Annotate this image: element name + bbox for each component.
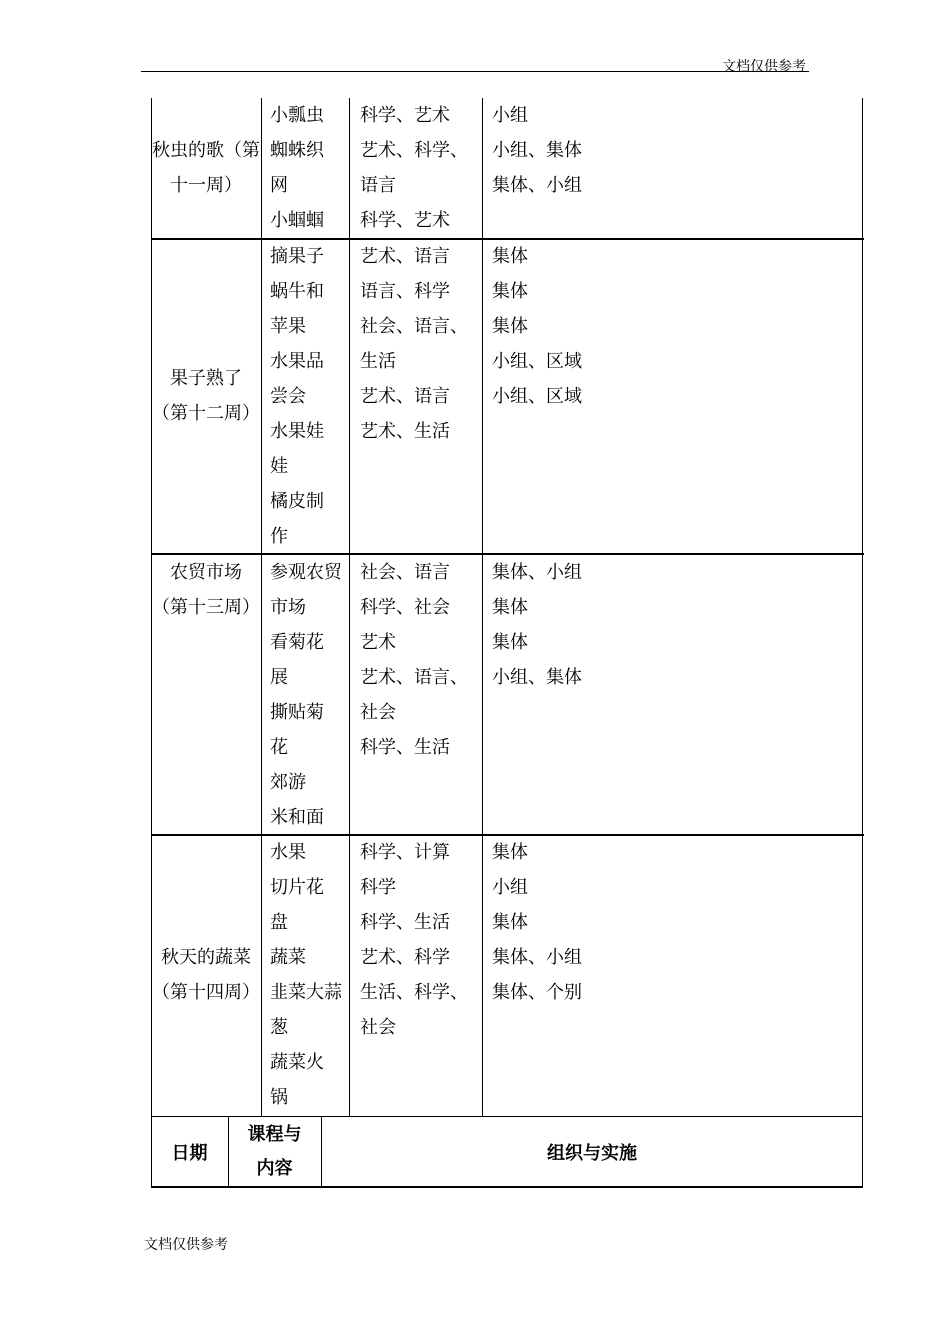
- content-cell: [270, 835, 342, 1115]
- content-line: 葱: [270, 1017, 288, 1038]
- form-line: 集体: [492, 246, 528, 267]
- content-line: 米和面: [270, 807, 324, 828]
- column-divider: [261, 98, 262, 1116]
- form-cell: [492, 98, 582, 203]
- domain-line: 艺术、科学、: [360, 140, 468, 161]
- header-course: [228, 1118, 321, 1186]
- content-line: 尝会: [270, 386, 306, 407]
- form-line: 集体、小组: [492, 175, 582, 196]
- theme-cell: [151, 940, 261, 1010]
- content-line: 花: [270, 737, 288, 758]
- content-line: 参观农贸: [270, 562, 342, 583]
- form-line: 集体: [492, 281, 528, 302]
- domain-line: 生活、科学、: [360, 982, 468, 1003]
- content-line: 作: [270, 526, 288, 547]
- content-line: 水果品: [270, 351, 324, 372]
- domain-line: 艺术、语言: [360, 246, 450, 267]
- header-course-line: 内容: [256, 1158, 293, 1179]
- header-note: 文档仅供参考: [722, 59, 806, 75]
- content-line: 锅: [270, 1087, 288, 1108]
- domain-cell: [360, 239, 468, 449]
- form-line: 集体: [492, 632, 528, 653]
- content-line: 娃: [270, 456, 288, 477]
- domain-line: 社会、语言、: [360, 316, 468, 337]
- content-line: 橘皮制: [270, 491, 324, 512]
- theme-line: 秋虫的歌（第: [152, 140, 260, 161]
- content-line: 蔬菜: [270, 947, 306, 968]
- content-cell: [270, 555, 342, 835]
- content-line: 蜗牛和: [270, 281, 324, 302]
- form-line: 小组、集体: [492, 140, 582, 161]
- domain-cell: [360, 98, 468, 238]
- theme-cell: [151, 133, 261, 203]
- content-line: 摘果子: [270, 246, 324, 267]
- theme-line: （第十三周）: [152, 597, 260, 618]
- content-line: 切片花: [270, 877, 324, 898]
- content-line: 韭菜大蒜: [270, 982, 342, 1003]
- form-cell: [492, 239, 582, 414]
- domain-line: 科学、生活: [360, 912, 450, 933]
- theme-line: 果子熟了: [170, 368, 242, 389]
- theme-line: 农贸市场: [170, 562, 242, 583]
- domain-line: 社会: [360, 1017, 396, 1038]
- form-line: 集体: [492, 912, 528, 933]
- form-line: 小组: [492, 877, 528, 898]
- content-line: 蜘蛛织: [270, 140, 324, 161]
- domain-line: 语言: [360, 175, 396, 196]
- form-line: 集体: [492, 316, 528, 337]
- domain-cell: [360, 835, 468, 1045]
- content-cell: [270, 98, 324, 238]
- header-organization: 组织与实施: [547, 1143, 637, 1164]
- domain-line: 科学、社会: [360, 597, 450, 618]
- theme-line: （第十四周）: [152, 982, 260, 1003]
- domain-line: 科学、艺术: [360, 210, 450, 231]
- form-line: 集体: [492, 842, 528, 863]
- domain-line: 艺术、生活: [360, 421, 450, 442]
- content-line: 小蝈蝈: [270, 210, 324, 231]
- theme-line: 十一周）: [170, 175, 242, 196]
- domain-cell: [360, 555, 468, 765]
- domain-line: 科学: [360, 877, 396, 898]
- theme-cell: [151, 555, 261, 625]
- form-line: 小组: [492, 105, 528, 126]
- content-line: 展: [270, 667, 288, 688]
- domain-line: 科学、生活: [360, 737, 450, 758]
- form-cell: [492, 555, 582, 695]
- column-divider: [349, 98, 350, 1116]
- content-line: 蔬菜火: [270, 1052, 324, 1073]
- domain-line: 社会、语言: [360, 562, 450, 583]
- domain-line: 艺术、科学: [360, 947, 450, 968]
- form-cell: [492, 835, 582, 1010]
- theme-line: 秋天的蔬菜: [161, 947, 251, 968]
- form-line: 小组、集体: [492, 667, 582, 688]
- domain-line: 语言、科学: [360, 281, 450, 302]
- form-line: 集体、小组: [492, 947, 582, 968]
- domain-line: 科学、艺术: [360, 105, 450, 126]
- form-line: 集体、个别: [492, 982, 582, 1003]
- content-cell: [270, 239, 324, 554]
- domain-line: 社会: [360, 702, 396, 723]
- domain-line: 艺术、语言: [360, 386, 450, 407]
- content-line: 水果娃: [270, 421, 324, 442]
- content-line: 郊游: [270, 772, 306, 793]
- content-line: 水果: [270, 842, 306, 863]
- header-course-line: 课程与: [247, 1124, 302, 1145]
- domain-line: 生活: [360, 351, 396, 372]
- content-line: 撕贴菊: [270, 702, 324, 723]
- theme-cell: [151, 361, 261, 431]
- form-line: 小组、区域: [492, 351, 582, 372]
- domain-line: 艺术: [360, 632, 396, 653]
- domain-line: 科学、计算: [360, 842, 450, 863]
- content-line: 盘: [270, 912, 288, 933]
- form-line: 小组、区域: [492, 386, 582, 407]
- header-rule: [141, 71, 809, 72]
- column-divider: [482, 98, 483, 1116]
- content-line: 小瓢虫: [270, 105, 324, 126]
- theme-line: （第十二周）: [152, 403, 260, 424]
- content-line: 看菊花: [270, 632, 324, 653]
- footer-note: 文档仅供参考: [144, 1237, 228, 1253]
- form-line: 集体、小组: [492, 562, 582, 583]
- form-line: 集体: [492, 597, 528, 618]
- content-line: 苹果: [270, 316, 306, 337]
- domain-line: 艺术、语言、: [360, 667, 468, 688]
- header-date: 日期: [171, 1143, 208, 1164]
- content-line: 网: [270, 175, 288, 196]
- content-line: 市场: [270, 597, 306, 618]
